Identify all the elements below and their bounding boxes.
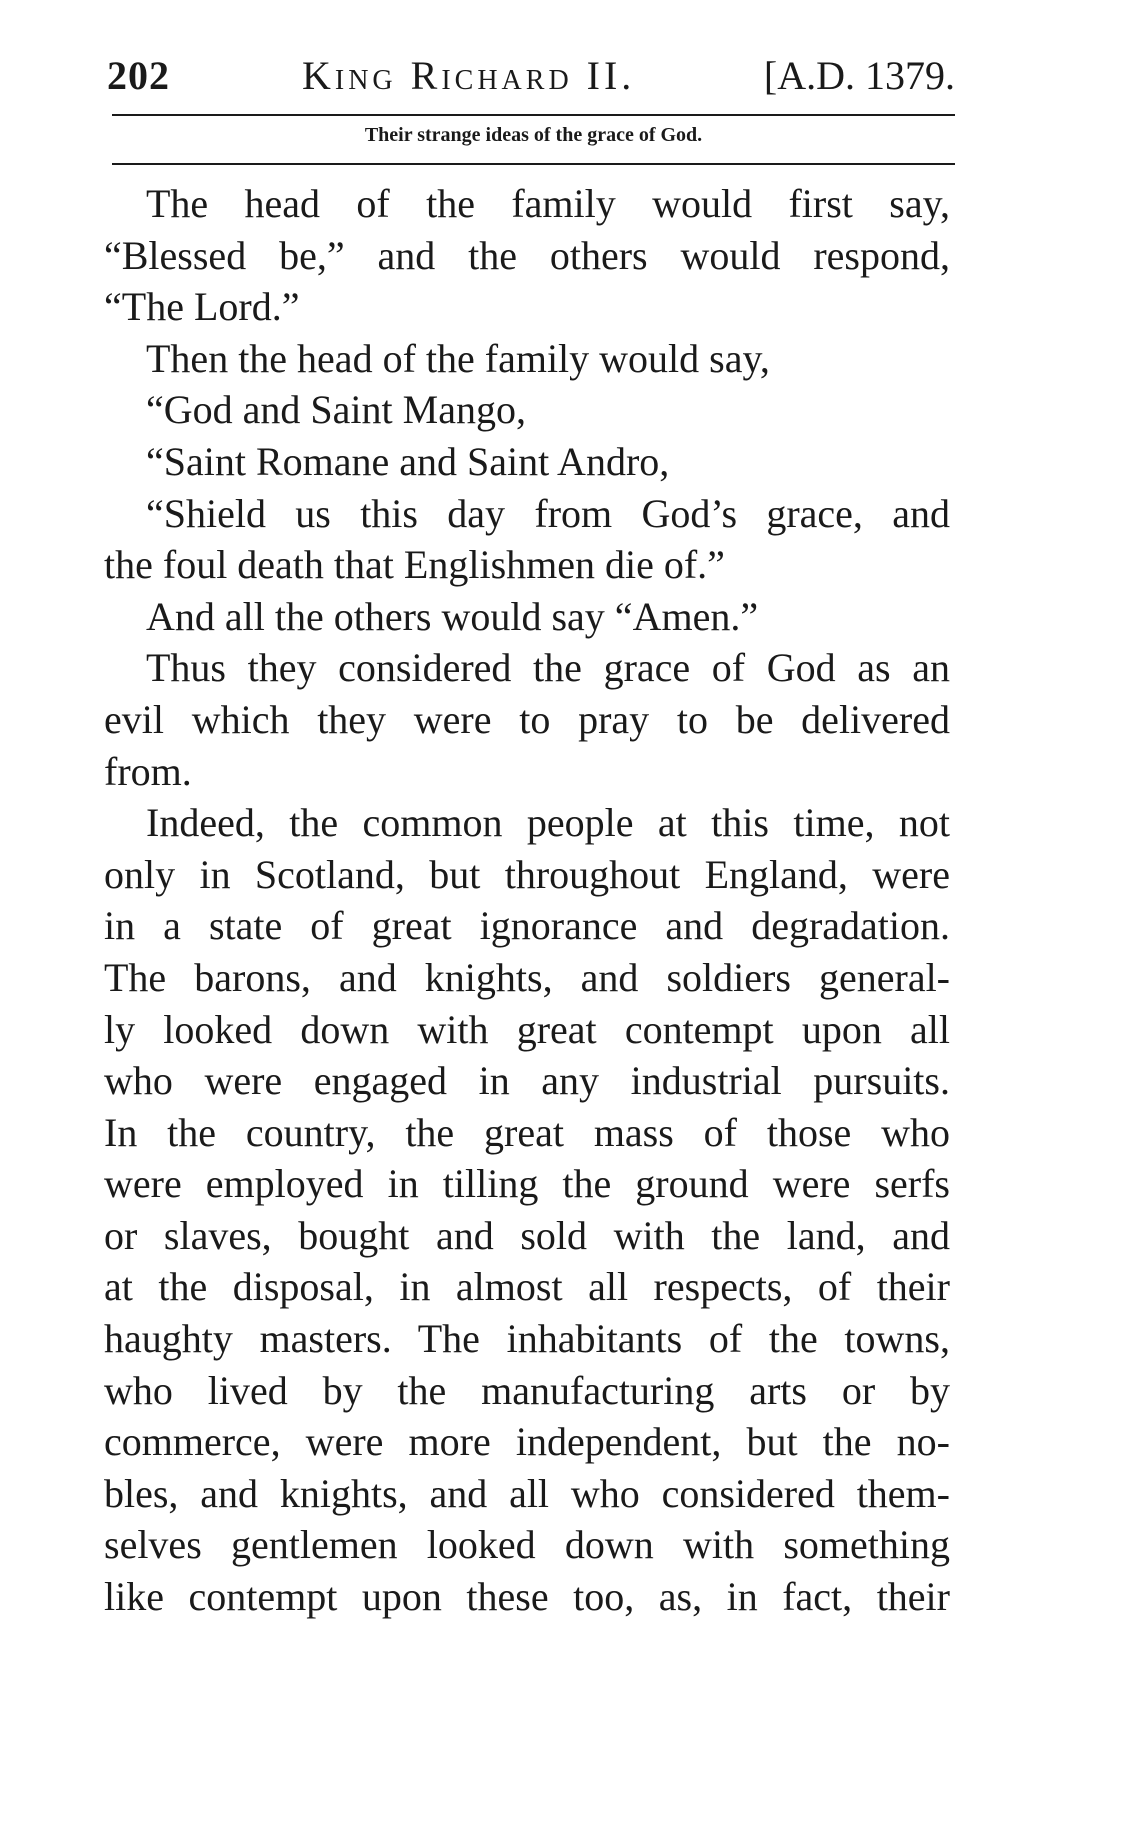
header-rule-bottom (112, 163, 955, 165)
text-line: The head of the family would first say, (146, 181, 950, 226)
text-line: who were engaged in any industrial pursuits. (104, 1058, 950, 1104)
text-line: “Blessed be,” and the others would respond, (104, 232, 950, 278)
text-line: in a state of great ignorance and degradation. (104, 903, 950, 949)
text-line: In the country, the great mass of those who (104, 1109, 950, 1155)
text-line: Indeed, the common people at this time, not (146, 800, 950, 846)
text-line: ly looked down with great contempt upon all (104, 1006, 950, 1052)
section-caption: Their strange ideas of the grace of God. (364, 124, 703, 146)
text-line: bles, and knights, and all who considered them- (104, 1470, 950, 1516)
text-line: who lived by the manufacturing arts or by (104, 1367, 950, 1413)
text-line: like contempt upon these too, as, in fact, their (104, 1574, 950, 1620)
running-date: [A.D. 1379. (763, 53, 955, 98)
text-line: “Shield us this day from God’s grace, and (146, 490, 950, 536)
text-line: only in Scotland, but throughout England, were (104, 851, 950, 897)
page-number: 202 (107, 53, 170, 98)
body-text (104, 178, 950, 1623)
text-line: selves gentlemen looked down with something (104, 1522, 950, 1568)
text-line: or slaves, bought and sold with the land, and (104, 1212, 950, 1258)
text-line: And all the others would say “Amen.” (146, 593, 759, 639)
text-line: “God and Saint Mango, (146, 387, 526, 433)
text-line: the foul death that Englishmen die of.” (104, 542, 725, 588)
text-line: at the disposal, in almost all respects, of their (104, 1264, 950, 1310)
text-line: “Saint Romane and Saint Andro, (146, 438, 670, 484)
text-line: commerce, were more independent, but the no- (104, 1419, 950, 1465)
text-line: The barons, and knights, and soldiers general- (104, 954, 950, 1000)
running-title: King Richard II. (302, 53, 636, 98)
text-line: haughty masters. The inhabitants of the towns, (104, 1316, 950, 1362)
text-line: Thus they considered the grace of God as an (146, 645, 950, 691)
text-line: evil which they were to pray to be delivered (104, 696, 950, 742)
header-rule-top (112, 114, 955, 116)
running-head (107, 44, 955, 100)
text-line: Then the head of the family would say, (146, 335, 770, 381)
text-line: were employed in tilling the ground were serfs (104, 1161, 950, 1207)
text-line: from. (104, 748, 192, 794)
text-line: “The Lord.” (104, 284, 300, 330)
